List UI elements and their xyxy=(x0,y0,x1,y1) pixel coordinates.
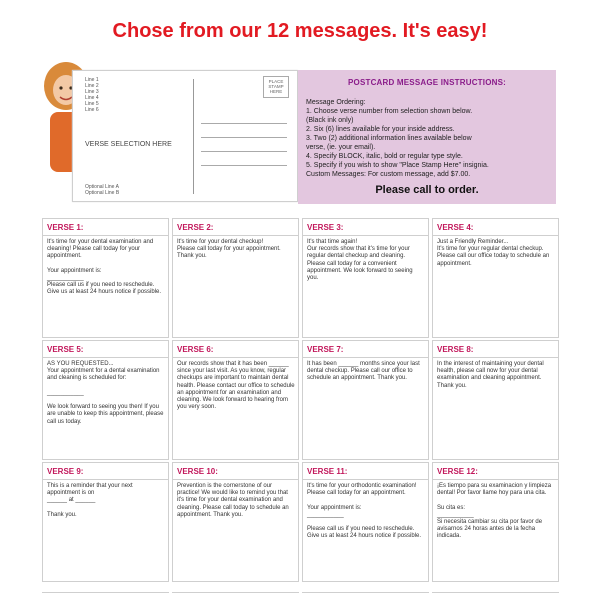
instructions-body xyxy=(306,98,554,179)
address-line xyxy=(201,151,287,152)
verse-divider xyxy=(433,235,558,236)
verse-title: VERSE 4: xyxy=(437,223,474,232)
verse-card-5 xyxy=(42,340,169,460)
verse-title: VERSE 9: xyxy=(47,467,84,476)
verse-text: It's time for your orthodontic examination! Please call today for an appointment. Your appointment is: ___________ Please call us if you need to reschedule. Give us at least 24 hours notice if possible. xyxy=(307,483,422,540)
verse-text: It's time for your dental checkup! Please call today for your appointment. Thank you. xyxy=(177,239,281,260)
verse-text: It's time for your dental examination and cleaning! Please call today for your appointment. Your appointment is: ___________ Please call us if you need to reschedule. Give us at least 24 hours notice if possible. xyxy=(47,239,162,296)
instruction-line: (Black ink only) xyxy=(306,117,354,124)
verse-text: It has been ______ months since your last dental checkup. Please call our office to schedule an appointment. Thank you. xyxy=(307,361,420,382)
headline: Chose from our 12 messages. It's easy! xyxy=(112,20,488,42)
verse-title: VERSE 11: xyxy=(307,467,348,476)
line-6: Line 6 xyxy=(85,107,99,113)
verse-text: Our records show that it has been ______ since your last visit. As you know, regular checkups are important to maintain dental health. Please contact our office to schedule an appointment for an examination and cleaning. We look forward to hearing from you very soon. xyxy=(177,361,295,411)
verse-title: VERSE 7: xyxy=(307,345,344,354)
verse-title: VERSE 8: xyxy=(437,345,474,354)
instruction-line: 3. Two (2) additional information lines available below xyxy=(306,135,472,142)
verse-title: VERSE 3: xyxy=(307,223,344,232)
verse-divider xyxy=(173,357,298,358)
verse-title: VERSE 5: xyxy=(47,345,84,354)
instruction-line: Message Ordering: xyxy=(306,99,366,106)
verse-card-10 xyxy=(172,462,299,582)
verse-text: AS YOU REQUESTED... Your appointment for a dental examination and cleaning is scheduled for: ___________ We look forward to seeing you then! If you are unable to keep this appointment, please call us today. xyxy=(47,361,164,425)
instruction-line: 1. Choose verse number from selection shown below. xyxy=(306,108,473,115)
verse-card-12 xyxy=(432,462,559,582)
verse-title: VERSE 1: xyxy=(47,223,84,232)
optional-lines xyxy=(85,184,119,196)
verse-selection-label: VERSE SELECTION HERE xyxy=(85,141,172,148)
verse-text: Prevention is the cornerstone of our practice! We would like to remind you that it's time for your dental examination and cleaning. Please call today to schedule an appointment. Thank you. xyxy=(177,483,289,518)
verse-divider xyxy=(173,479,298,480)
verse-title: VERSE 2: xyxy=(177,223,214,232)
instructions-title: POSTCARD MESSAGE INSTRUCTIONS: xyxy=(347,78,506,87)
optional-line-a: Optional Line A xyxy=(85,184,119,190)
verse-divider xyxy=(433,357,558,358)
address-lines xyxy=(85,77,99,113)
line-3: Line 3 xyxy=(85,89,99,95)
line-2: Line 2 xyxy=(85,83,99,89)
postcard-sample xyxy=(72,70,298,202)
verse-title: VERSE 6: xyxy=(177,345,214,354)
address-line xyxy=(201,123,287,124)
instruction-line: 4. Specify BLOCK, italic, bold or regular type style. xyxy=(306,153,463,160)
instruction-line: Custom Messages: For custom message, add $7.00. xyxy=(306,171,471,178)
verse-title: VERSE 12: xyxy=(437,467,478,476)
verse-divider xyxy=(303,235,428,236)
verse-card-3 xyxy=(302,218,429,338)
verse-card-6 xyxy=(172,340,299,460)
verse-divider xyxy=(43,357,168,358)
verse-text: ¡Es tiempo para su examinacion y limpieza dental! Por favor llame hoy para una cita. Su cita es: ___________ Si necesita cambiar su cita por favor de avisarnos 24 horas antes de la fecha indicada. xyxy=(437,483,552,540)
stamp-box: PLACE STAMP HERE xyxy=(263,76,289,98)
line-5: Line 5 xyxy=(85,101,99,107)
call-to-order: Please call to order. xyxy=(375,184,479,196)
verse-card-2 xyxy=(172,218,299,338)
verse-divider xyxy=(43,235,168,236)
optional-line-b: Optional Line B xyxy=(85,190,120,196)
verse-text: In the interest of maintaining your dental health, please call now for your dental examination and cleaning appointment. Thank you. xyxy=(437,361,544,389)
verse-divider xyxy=(303,357,428,358)
line-4: Line 4 xyxy=(85,95,99,101)
verse-card-11 xyxy=(302,462,429,582)
verse-divider xyxy=(433,479,558,480)
verse-card-9 xyxy=(42,462,169,582)
address-line xyxy=(201,137,287,138)
verse-title: VERSE 10: xyxy=(177,467,218,476)
verse-text: It's that time again! Our records show that it's time for your regular dental checkup and cleaning. Please call today for a convenient appointment. We look forward to seeing you. xyxy=(307,239,413,282)
verse-text: Just a Friendly Reminder... It's time for your regular dental checkup. Please call our office today to schedule an appointment. xyxy=(437,239,550,267)
verse-card-4 xyxy=(432,218,559,338)
verse-text: This is a reminder that your next appointment is on ______ at ______ Thank you. xyxy=(47,483,133,518)
instruction-line: verse, (ie. your email). xyxy=(306,144,376,151)
verse-divider xyxy=(173,235,298,236)
postcard-divider xyxy=(193,79,194,194)
instruction-line: 2. Six (6) lines available for your inside address. xyxy=(306,126,455,133)
instructions-panel xyxy=(298,70,556,204)
line-1: Line 1 xyxy=(85,77,99,83)
verse-divider xyxy=(43,479,168,480)
verse-card-8 xyxy=(432,340,559,460)
instruction-line: 5. Specify if you wish to show "Place Stamp Here" insignia. xyxy=(306,162,489,169)
verse-card-7 xyxy=(302,340,429,460)
verse-divider xyxy=(303,479,428,480)
address-line xyxy=(201,165,287,166)
verse-card-1 xyxy=(42,218,169,338)
